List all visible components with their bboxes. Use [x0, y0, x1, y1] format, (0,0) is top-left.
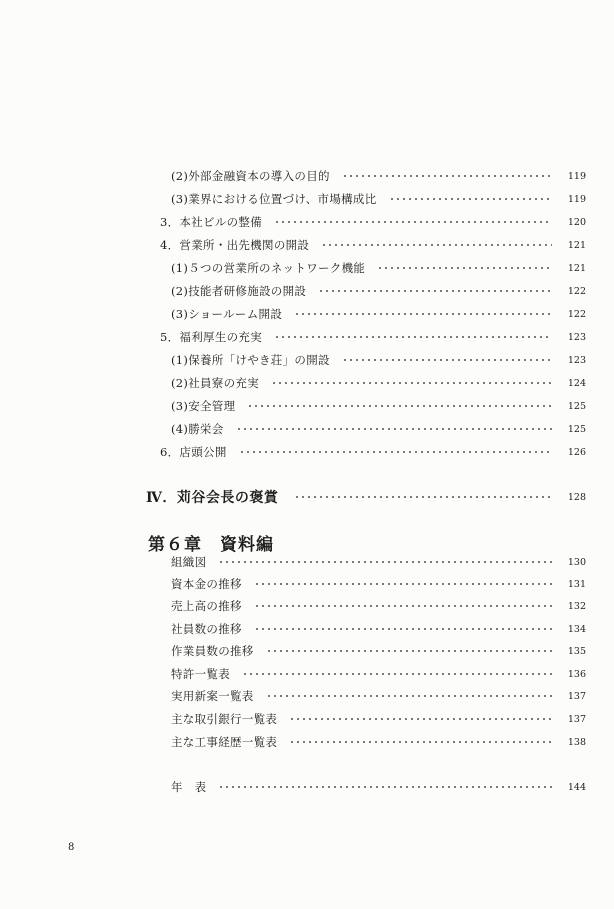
leader-dots	[239, 451, 552, 453]
toc-entry-page: 144	[567, 781, 586, 793]
toc-entry	[171, 709, 586, 729]
toc-entry	[160, 212, 586, 232]
leader-dots	[289, 741, 552, 743]
toc-entry-year-table	[171, 777, 586, 797]
leader-dots	[274, 221, 552, 223]
toc-entry-label: (2)社員寮の充実	[171, 376, 259, 390]
leader-dots	[254, 628, 552, 630]
leader-dots	[274, 336, 552, 338]
toc-entry	[160, 327, 586, 347]
leader-dots	[266, 650, 552, 652]
toc-entry	[171, 304, 586, 324]
leader-dots	[377, 267, 552, 269]
toc-entry	[171, 574, 586, 594]
toc-entry-page: 125	[567, 423, 586, 435]
leader-dots	[247, 405, 552, 407]
toc-entry-page: 134	[567, 623, 586, 635]
toc-entry	[160, 442, 586, 462]
toc-entry-label: (3)業界における位置づけ、市場構成比	[171, 192, 377, 206]
leader-dots	[321, 244, 552, 246]
toc-entry-label: (1)５つの営業所のネットワーク機能	[171, 261, 366, 275]
chapter-heading: 第６章 資料編	[148, 535, 274, 555]
toc-major-label: Ⅳ．苅谷会長の褒賞	[146, 490, 279, 506]
toc-entry-label: 5．福利厚生の充実	[160, 330, 263, 344]
toc-entry-label: (3)安全管理	[171, 399, 236, 413]
toc-entry-page: 119	[567, 170, 586, 182]
toc-entry-label: 3．本社ビルの整備	[160, 215, 263, 229]
toc-entry-page: 120	[567, 216, 586, 228]
toc-entry	[171, 350, 586, 370]
toc-entry	[171, 189, 586, 209]
toc-entry	[171, 281, 586, 301]
toc-entry	[171, 258, 586, 278]
toc-entry	[171, 619, 586, 639]
toc-entry-page: 138	[567, 736, 586, 748]
toc-entry-label: 主な工事経歴一覧表	[171, 735, 278, 749]
toc-entry-page: 132	[567, 600, 586, 612]
leader-dots	[342, 175, 552, 177]
toc-entry	[171, 419, 586, 439]
leader-dots	[389, 198, 552, 200]
leader-dots	[218, 786, 552, 788]
toc-entry	[171, 641, 586, 661]
toc-entry-page: 136	[567, 668, 586, 680]
toc-major-page: 128	[567, 491, 586, 503]
leader-dots	[342, 359, 552, 361]
leader-dots	[266, 695, 552, 697]
toc-entry-page: 130	[567, 556, 586, 568]
leader-dots	[254, 583, 552, 585]
toc-entry-label: 6．店頭公開	[160, 445, 227, 459]
toc-entry-page: 131	[567, 578, 586, 590]
toc-entry-page: 121	[567, 239, 586, 251]
toc-entry	[171, 686, 586, 706]
leader-dots	[218, 561, 552, 563]
toc-entry-label: (2)外部金融資本の導入の目的	[171, 169, 330, 183]
page-number: 8	[68, 842, 75, 853]
toc-entry-page: 123	[567, 354, 586, 366]
toc-entry-label: (4)勝栄会	[171, 422, 224, 436]
toc-entry	[171, 732, 586, 752]
toc-entry-page: 137	[567, 690, 586, 702]
toc-entry	[160, 235, 586, 255]
leader-dots	[242, 673, 552, 675]
leader-dots	[271, 382, 552, 384]
toc-entry-page: 123	[567, 331, 586, 343]
toc-entry-label: 4．営業所・出先機関の開設	[160, 238, 310, 252]
leader-dots	[294, 313, 552, 315]
toc-entry-label: 作業員数の推移	[171, 644, 254, 658]
leader-dots	[254, 605, 552, 607]
toc-entry-label: 年 表	[171, 780, 207, 794]
toc-entry-label: 主な取引銀行一覧表	[171, 712, 278, 726]
toc-entry-page: 124	[567, 377, 586, 389]
toc-entry	[171, 596, 586, 616]
leader-dots	[289, 718, 552, 720]
toc-entry-page: 135	[567, 645, 586, 657]
toc-entry	[171, 373, 586, 393]
toc-entry-page: 125	[567, 400, 586, 412]
leader-dots	[294, 496, 552, 498]
toc-entry-label: 実用新案一覧表	[171, 689, 254, 703]
toc-entry-label: 売上高の推移	[171, 599, 242, 613]
toc-entry	[171, 396, 586, 416]
toc-major-entry	[146, 486, 586, 508]
leader-dots	[236, 428, 552, 430]
toc-entry-page: 137	[567, 713, 586, 725]
toc-entry-page: 122	[567, 285, 586, 297]
toc-entry-label: 特許一覧表	[171, 667, 230, 681]
toc-entry-page: 122	[567, 308, 586, 320]
toc-entry-label: 資本金の推移	[171, 577, 242, 591]
toc-entry	[171, 664, 586, 684]
toc-entry	[171, 552, 586, 572]
toc-entry-label: (2)技能者研修施設の開設	[171, 284, 307, 298]
toc-entry-label: 組織図	[171, 555, 207, 569]
toc-entry-page: 126	[567, 446, 586, 458]
toc-entry-page: 119	[567, 193, 586, 205]
toc-entry-label: (3)ショールーム開設	[171, 307, 283, 321]
toc-entry	[171, 166, 586, 186]
toc-entry-page: 121	[567, 262, 586, 274]
toc-entry-label: 社員数の推移	[171, 622, 242, 636]
leader-dots	[318, 290, 552, 292]
toc-entry-label: (1)保養所「けやき荘」の開設	[171, 353, 330, 367]
